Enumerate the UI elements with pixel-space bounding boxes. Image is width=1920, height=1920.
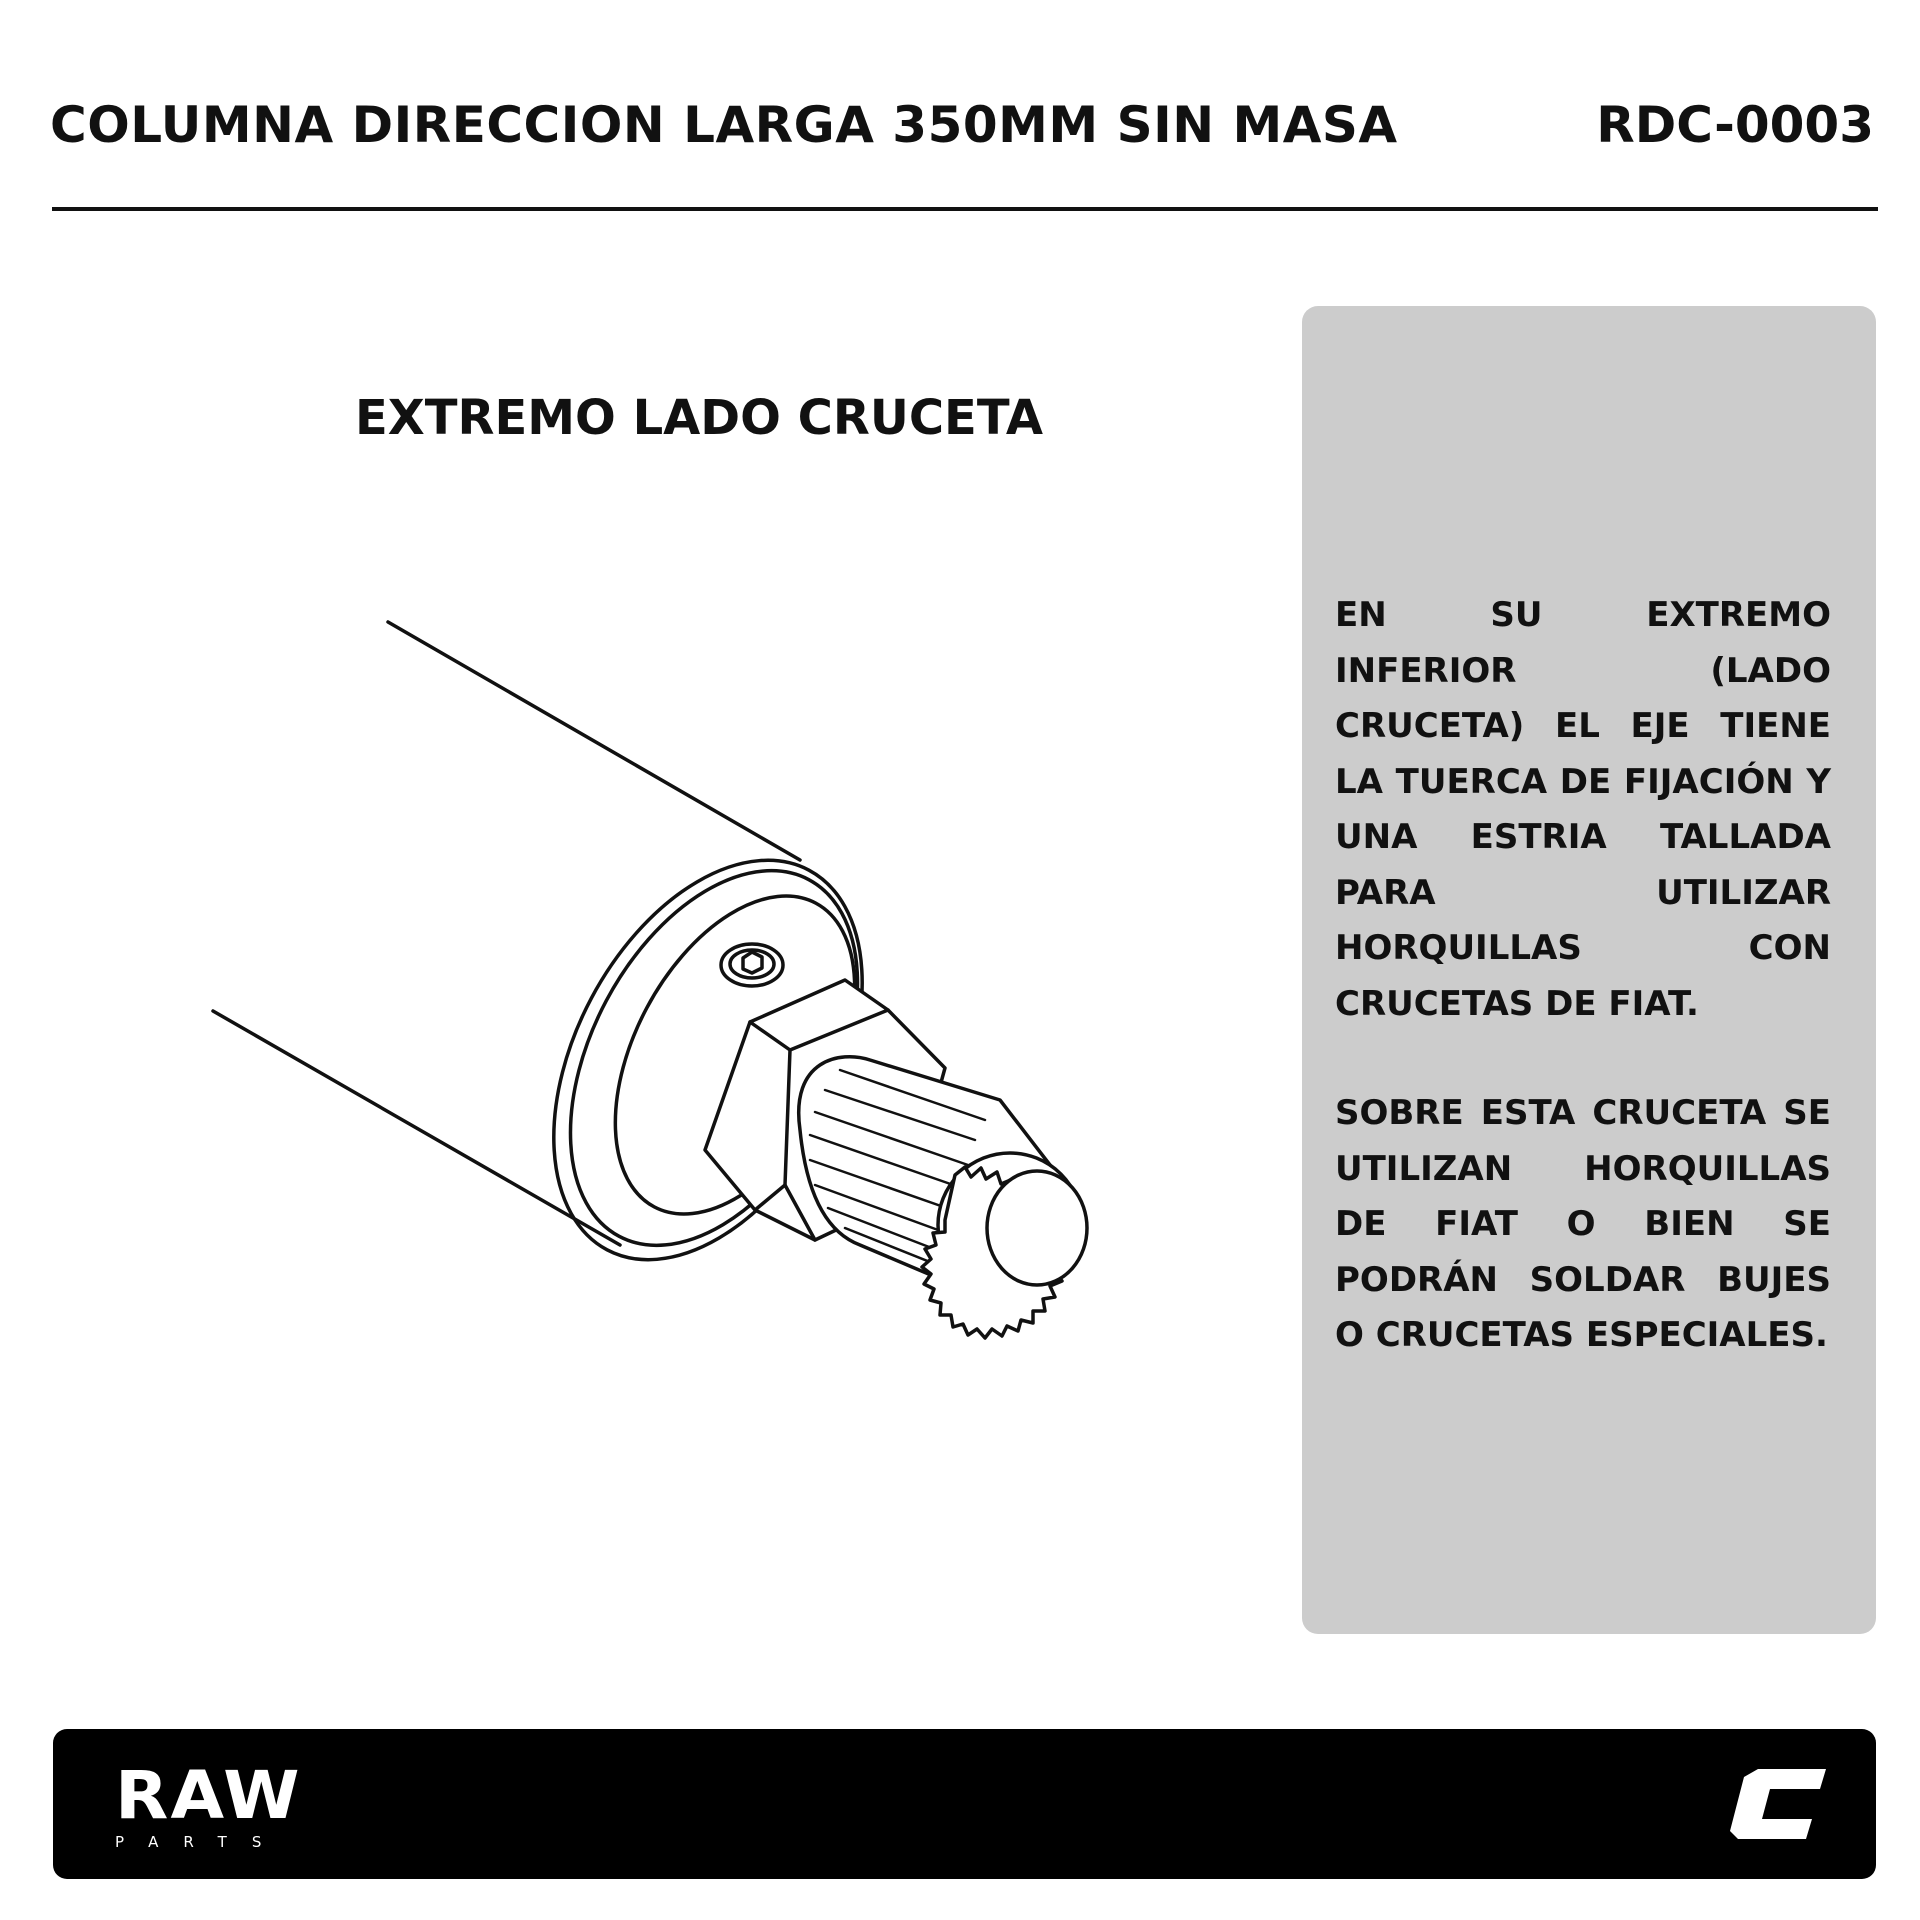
- steering-column-illustration: [200, 600, 1120, 1340]
- brand-subtitle: PARTS: [115, 1833, 287, 1851]
- c-brand-icon: [1728, 1767, 1828, 1841]
- section-title: EXTREMO LADO CRUCETA: [355, 390, 1044, 446]
- tube-top-edge: [388, 622, 800, 860]
- shaft-end-cap: [987, 1171, 1087, 1285]
- brand-name: RAW: [115, 1757, 302, 1834]
- info-paragraph-1: EN SU EXTREMO INFERIOR (LADO CRUCETA) EL EJE TIENE LA TUERCA DE FIJACIÓN Y UNA ESTRIA TALLADA PARA UTILIZAR HORQUILLAS CON CRUCETAS DE FIAT.: [1335, 595, 1831, 1024]
- product-code: RDC-0003: [1596, 96, 1874, 154]
- info-panel: [1302, 306, 1876, 1634]
- footer-bar: [53, 1729, 1876, 1879]
- tube-bottom-edge: [213, 1011, 620, 1245]
- page-title: COLUMNA DIRECCION LARGA 350MM SIN MASA: [50, 96, 1398, 154]
- header-divider: [52, 207, 1878, 211]
- info-paragraph-2: SOBRE ESTA CRUCETA SE UTILIZAN HORQUILLAS DE FIAT O BIEN SE PODRÁN SOLDAR BUJES O CRUCETAS ESPECIALES.: [1335, 1093, 1831, 1355]
- brand-logo: [115, 1757, 302, 1851]
